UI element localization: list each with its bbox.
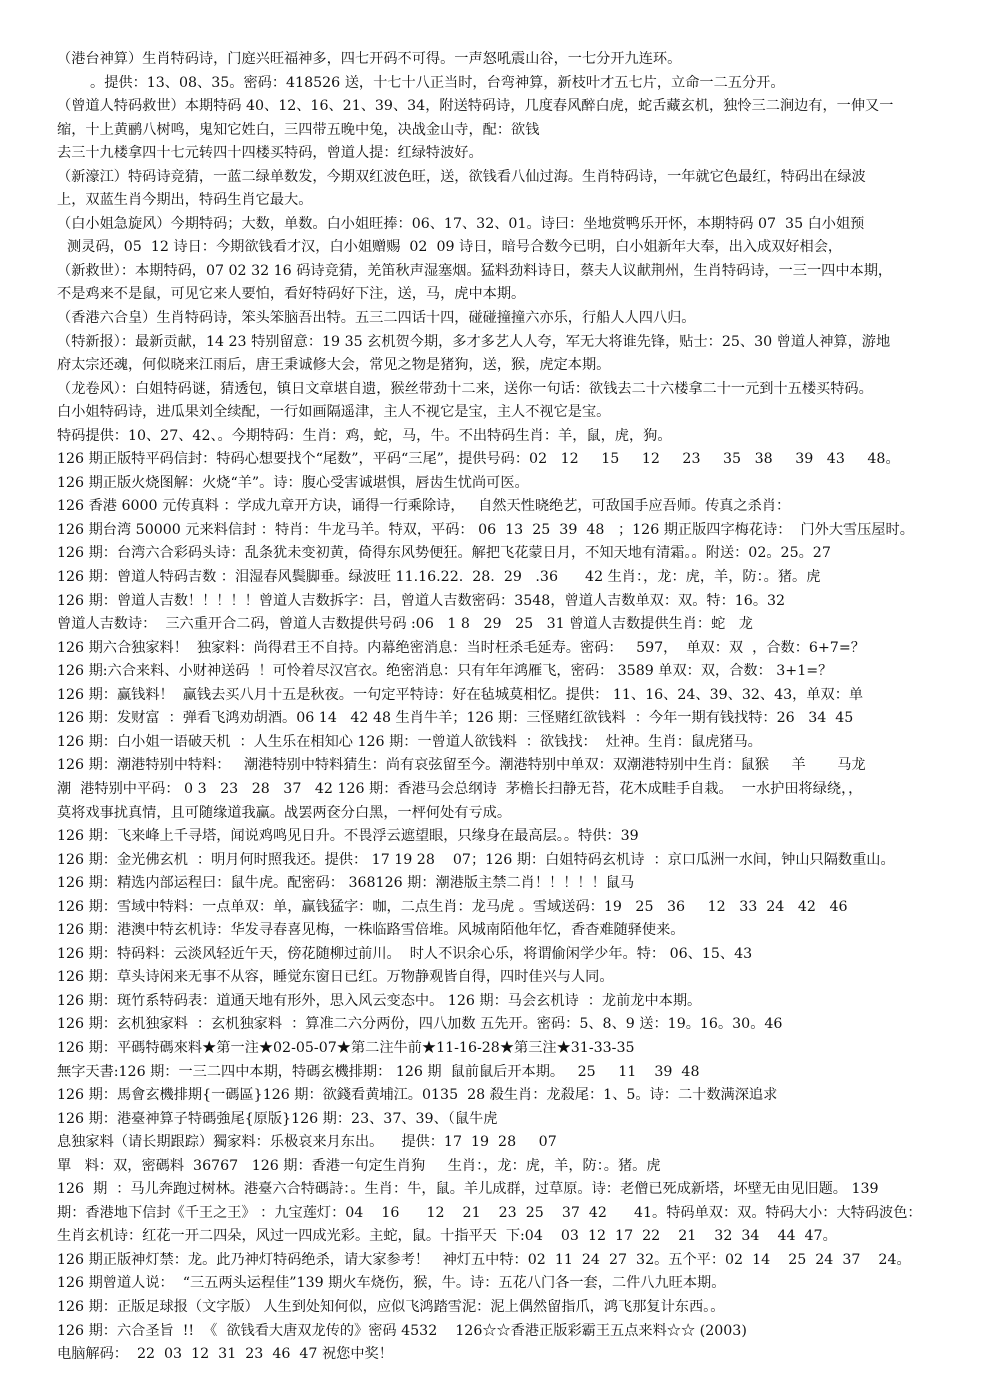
text-line: （特新报）：最新贡献，14 23 特别留意：19 35 玄机贺今期，多才多艺人人夸，军无大将谁先锋，贴士：25、30 曾道人神算，游地 [57, 333, 891, 350]
text-line: 126 期台湾 50000 元来料信封 ：特肖：牛龙马羊。特双，平码： 06 13 25 39 48 ；126 期正版四字梅花诗： 门外大雪压屋时。 [57, 521, 914, 538]
text-line: 126 期：精选内部运程曰：鼠牛虎。配密码： 368126 期：潮港版主禁二肖！！！！！鼠马 [57, 875, 635, 892]
text-line: 126 期 ：马儿奔跑过树林。港臺六合特碼詩：。生肖：牛，鼠。羊儿成群，过草原。诗：老僧已死成新塔，坏壁无由见旧题。 139 [57, 1181, 879, 1198]
text-line: 莫将戏事扰真情，且可随缘道我赢。战罢两奁分白黑，一枰何处有亏成。 [57, 804, 512, 821]
text-line: 电脑解码： 22 03 12 31 23 46 47 祝您中奖！ [57, 1346, 393, 1363]
text-line: 126 期：草头诗闲来无事不从容，睡觉东窗日已红。万物静观皆自得，四时佳兴与人同。 [57, 969, 614, 986]
text-line: 去三十九楼拿四十七元转四十四楼买特码，曾道人提：红绿特波好。 [57, 145, 483, 162]
text-line: 缩，十上黄鹂八树鸣，鬼知它姓白，三四带五晚中兔，决战金山寺，配：欲钱 [57, 121, 540, 138]
text-line: 126 香港 6000 元传真料 ：学成九章开方诀，诵得一行乘除诗， 自然天性晓绝艺，可敌国手应吾师。传真之杀肖： [57, 498, 791, 515]
text-line: 126 期：港臺神算子特碼強尾{原版}126 期：23、37、39、（鼠牛虎 [57, 1110, 498, 1127]
text-line: 126 期：飞来峰上千寻塔，闻说鸡鸣见日升。不畏浮云遮望眼，只缘身在最高层。。特供：39 [57, 828, 639, 845]
text-line: 特码提供：10、27、42、。今期特码：生肖：鸡，蛇，马，牛。不出特码生肖：羊，鼠，虎，狗。 [57, 427, 672, 444]
text-line: 不是鸡来不是鼠，可见它来人要怕，看好特码好下注，送，马，虎中本期。 [57, 286, 526, 303]
text-line: 期：香港地下信封《千王之王》 ：九宝莲灯：04 16 12 21 23 25 37 42 41。特码单双：双。特码大小：大特码波色： [57, 1204, 922, 1221]
text-line: 126 期：曾道人吉数！！！！！曾道人吉数拆字：吕，曾道人吉数密码：3548，曾道人吉数单双：双。特：16。32 [57, 592, 786, 609]
document-page [57, 48, 957, 1367]
text-line: 126 期：白小姐一语破天机 ：人生乐在相知心 126 期：一曾道人欲钱料 ：欲钱找： 灶神。生肖：鼠虎猪马。 [57, 733, 762, 750]
text-line: 126 期：潮港特别中特料： 潮港特别中特料猜生：尚有哀弦留至今。潮港特别中单双：双潮港特别中生肖：鼠猴 羊 马龙 [57, 757, 866, 774]
text-line: 息独家料（请长期跟踪）獨家料：乐极哀来月东出。 提供：17 19 28 07 [57, 1134, 557, 1151]
text-line: 测灵码，05 12 诗日：今期欲钱看才汉，白小姐赠赐 02 09 诗日，暗号合数今已明，白小姐新年大奉，出入成双好相会， [67, 239, 843, 256]
text-line: （新濠江）特码诗竞猜，一蓝二绿单数发，今期双红波色旺，送，欲钱看八仙过海。生肖特码诗，一年就它色最红，特码出在绿波 [57, 168, 866, 185]
text-line: 126 期：港澳中特玄机诗：华发寻春喜见梅，一株临路雪倍堆。风城南陌他年忆，香杳难随驿使来。 [57, 922, 685, 939]
text-line: （白小姐急旋风）今期特码；大数，单数。白小姐旺捧：06、17、32、01。诗曰：坐地赏鸭乐开怀，本期特码 07 35 白小姐预 [57, 215, 865, 232]
text-line: 126 期曾道人说： “三五两头运程佳”139 期火车烧伤，猴，牛。诗：五花八门各一套，二件八九旺本期。 [57, 1275, 726, 1292]
text-line: 上，双蓝生肖今期出，特码生肖它最大。 [57, 192, 313, 209]
text-line: （香港六合皇）生肖特码诗，笨头笨脑吾出特。五三二四话十四，碰碰撞撞六亦乐，行船人人四八归。 [57, 310, 696, 327]
text-line: 126 期：六合圣旨 !! 《 欲钱看大唐双龙传的》密码 4532 126☆☆香港正版彩霸王五点来料☆☆ (2003) [57, 1322, 747, 1339]
text-line: 126 期:六合来料、小财神送码 ！可怜着尽汉宫衣。绝密消息：只有年年鸿雁飞，密码： 3589 单双：双，合数： 3+1=？ [57, 663, 833, 680]
text-line: 126 期正版火烧图解：火烧“羊”。诗：腹心受害诚堪惧，唇齿生忧尚可医。 [57, 474, 529, 491]
text-line: 白小姐特码诗，进瓜果刘全续配，一行如画隔遥津，主人不视它是宝，主人不视它是宝。 [57, 404, 611, 421]
text-line: （龙卷风）：白姐特码谜，猜透包，镇日文章堪自遗，猴丝带劲十二来，送你一句话：欲钱去二十六楼拿二十一元到十五楼买特码。 [57, 380, 873, 397]
text-line: 126 期：发财富 ：弹看飞鸿劝胡酒。06 14 42 48 生肖牛羊；126 期：三怪赌红欲钱料 ：今年一期有钱找特：26 34 45 [57, 710, 854, 727]
text-line: （曾道人特码救世）本期特码 40、12、16、21、39、34，附送特码诗，几度春风醉白虎，蛇舌藏玄机，独怜三二涧边有，一伸又一 [57, 98, 894, 115]
text-line: 126 期：正版足球报（文字版） 人生到处知何似，应似飞鸿踏雪泥：泥上偶然留指爪，鸿飞那复计东西。。 [57, 1298, 725, 1315]
text-line: 126 期：平碼特碼來料★第一注★02-05-07★第二注牛前★11-16-28★第三注★31-33-35 [57, 1039, 635, 1056]
text-line: 生肖玄机诗：红花一开二四朵，风过一四成光彩。主蛇，鼠。十指平天 下:04 03 12 17 22 21 32 34 44 47。 [57, 1228, 837, 1245]
text-line: 126 期：斑竹系特码表：道通天地有形外，思入风云变态中。 126 期：马会玄机诗 ：龙前龙中本期。 [57, 992, 702, 1009]
text-line: （新救世）：本期特码，07 02 32 16 码诗竞猜，羌笛秋声湿塞烟。猛料劲料诗日，蔡夫人议献荆州，生肖特码诗，一三一四中本期， [57, 262, 893, 279]
text-line: 。提供：13、08、35。密码：418526 送，十七十八正当时，台弯神算，新枝叶才五七片，立命一二五分开。 [90, 74, 785, 91]
text-line: 126 期：雪域中特料：一点单双：单，赢钱猛字：咖，二点生肖：龙马虎 。雪域送码：19 25 36 12 33 24 42 46 [57, 898, 848, 915]
text-line: 無字天書:126 期：一三二四中本期，特碼玄機排期： 126 期 鼠前鼠后开本期。 25 11 39 48 [57, 1063, 700, 1080]
text-line: 126 期：馬會玄機排期{一碼區}126 期：欲錢看黄埔江。0135 28 殺生肖：龙殺尾：1、5。诗：二十数满深追求 [57, 1087, 778, 1104]
text-line: 府太宗还魂，何似晓来江雨后，唐王秉诚修大会，常见之物是猪狗，送，猴，虎定本期。 [57, 357, 611, 374]
text-line: 126 期六合独家料！ 独家料：尚得君王不自持。内幕绝密消息：当时枉杀毛延寿。密码： 597， 单双：双 ，合数：6+7=？ [57, 639, 865, 656]
text-line: 單 料：双，密碼料 36767 126 期：香港一句定生肖狗 生肖：，龙：虎，羊，防：。猪。虎 [57, 1157, 661, 1174]
text-line: 126 期正版神灯禁：龙。此乃神灯特码绝杀，请大家参考！ 神灯五中特：02 11 24 27 32。五个平：02 14 25 24 37 24。 [57, 1251, 911, 1268]
text-line: 潮 港特别中平码： 0 3 23 28 37 42 126 期：香港马会总纲诗 茅檐长扫静无苔，花木成畦手自栽。 一水护田将绿绕，， [57, 780, 863, 797]
text-line: 126 期：曾道人特码吉数 ：泪湿春风鬓脚垂。绿波旺 11.16.22. 28. 29 .36 42 生肖：，龙：虎，羊，防：。猪。虎 [57, 569, 821, 586]
text-line: （港台神算）生肖特码诗，门庭兴旺福神多，四七开码不可得。一声怒吼震山谷，一七分开九连环。 [57, 51, 682, 67]
text-line: 126 期：玄机独家料 ：玄机独家料 ：算准二六分两份，四八加数 五先开。密码：5、8、9 送：19。16。30。46 [57, 1016, 783, 1033]
text-line: 126 期：赢钱料！ 赢钱去买八月十五是秋夜。一句定平特诗：好在毡城莫相忆。提供： 11、16、24、39、32、43，单双：单 [57, 686, 864, 703]
text-line: 曾道人吉数诗： 三六重开合二码，曾道人吉数提供号码 :06 1 8 29 25 31 曾道人吉数提供生肖：蛇 龙 [57, 616, 753, 633]
text-line: 126 期：台湾六合彩码头诗：乱条犹未变初黄，倚得东风势便狂。解把飞花蒙日月，不知天地有清霜。。附送：02。25。27 [57, 545, 831, 562]
text-line: 126 期：特码料：云淡风轻近午天，傍花随柳过前川。 时人不识余心乐，将谓偷闲学少年。特： 06、15、43 [57, 945, 753, 962]
text-line: 126 期正版特平码信封：特码心想要找个“尾数”，平码“三尾”，提供号码：02 12 15 12 23 35 38 39 43 48。 [57, 451, 900, 468]
text-line: 126 期：金光佛玄机 ：明月何时照我还。提供： 17 19 28 07；126 期：白姐特码玄机诗 ：京口瓜洲一水间，钟山只隔数重山。 [57, 851, 895, 868]
